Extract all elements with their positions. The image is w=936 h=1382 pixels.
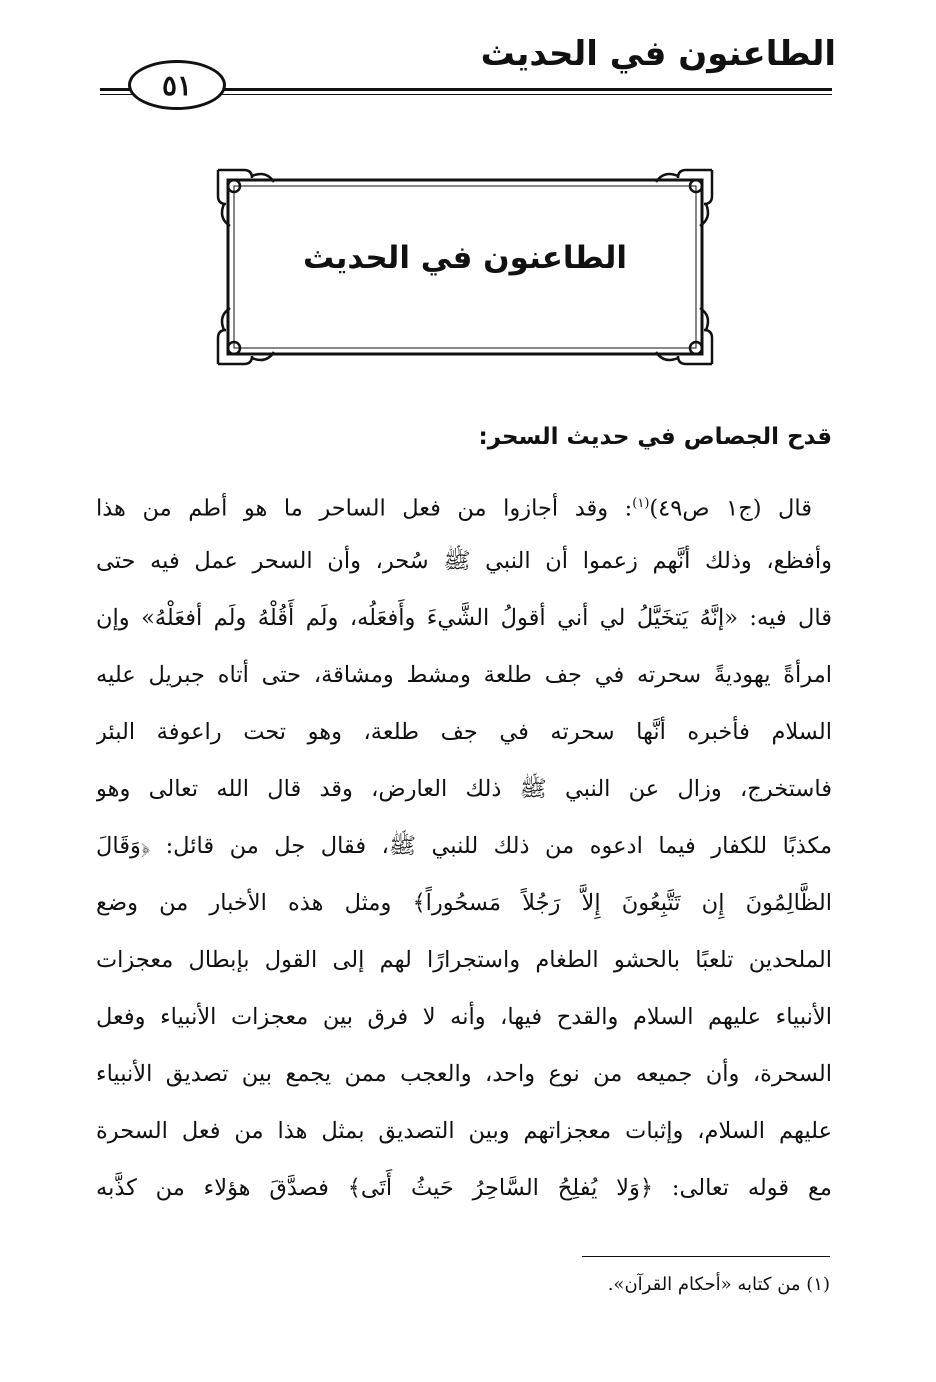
body-line: السحرة، وأن جميعه من نوع واحد، والعجب ممن يجمع بين تصديق الأنبياء bbox=[96, 1061, 832, 1087]
body-line: مكذبًا للكفار فيما ادعوه من ذلك للنبي ﷺ، فقال جل من قائل: ﴿وَقَالَ bbox=[96, 833, 832, 859]
body-line: الظَّالِمُونَ إِن تَتَّبِعُونَ إِلاَّ رَجُلاً مَسحُوراً﴾ ومثل هذه الأخبار من وضع bbox=[96, 890, 832, 916]
body-line-1 bbox=[96, 484, 832, 524]
page-number-text: ٥١ bbox=[161, 68, 193, 102]
section-heading: قدح الجصاص في حديث السحر: bbox=[478, 424, 832, 450]
corner-ornament-bottom-right bbox=[656, 308, 712, 364]
page-number bbox=[128, 60, 226, 110]
body-line: فاستخرج، وزال عن النبي ﷺ ذلك العارض، وقد قال الله تعالى وهو bbox=[96, 776, 832, 802]
corner-ornament-top-right bbox=[656, 170, 712, 226]
body-line: قال فيه: «إنَّهُ يَتخَيَّلُ لي أني أقولُ الشَّيءَ وأَفعَلُه، ولَم أَقُلْهُ ولَم أفعَلْهُ» وإن bbox=[96, 605, 832, 631]
chapter-title: الطاعنون في الحديث bbox=[302, 240, 628, 276]
footnote-marker: (١) bbox=[632, 496, 650, 511]
body-line: وأفظع، وذلك أنَّهم زعموا أن النبي ﷺ سُحر، وأن السحر عمل فيه حتى bbox=[96, 548, 832, 574]
body-line: مع قوله تعالى: ﴿وَلا يُفلِحُ السَّاحِرُ حَيثُ أَتَى﴾ فصدَّقَ هؤلاء من كذَّبه bbox=[96, 1175, 832, 1201]
footnote: (١) من كتابه «أحكام القرآن». bbox=[607, 1274, 830, 1295]
body-line-1-start: قال (ج١ ص٤٩) bbox=[649, 495, 812, 522]
body-line: عليهم السلام، وإثبات معجزاتهم وبين التصديق بمثل هذا من فعل السحرة bbox=[96, 1118, 832, 1144]
corner-ornament-top-left bbox=[218, 170, 274, 226]
body-line: السلام فأخبره أنَّها سحرته في جف طلعة، وهو تحت راعوفة البئر bbox=[96, 719, 832, 745]
body-line-1-end: : وقد أجازوا من فعل الساحر ما هو أطم من هذا bbox=[96, 495, 633, 522]
running-title: الطاعنون في الحديث bbox=[480, 34, 836, 74]
body-line: امرأةً يهوديةً سحرته في جف طلعة ومشط ومشاقة، حتى أتاه جبريل عليه bbox=[96, 662, 832, 688]
footnote-rule bbox=[582, 1256, 830, 1257]
body-line: الأنبياء عليهم السلام والقدح فيها، وأنه لا فرق بين معجزات الأنبياء وفعل bbox=[96, 1004, 832, 1030]
body-line: الملحدين تلعبًا بالحشو الطغام واستجرارًا لهم إلى القول بإبطال معجزات bbox=[96, 947, 832, 973]
corner-ornament-bottom-left bbox=[218, 308, 274, 364]
chapter-title-frame bbox=[214, 166, 716, 368]
